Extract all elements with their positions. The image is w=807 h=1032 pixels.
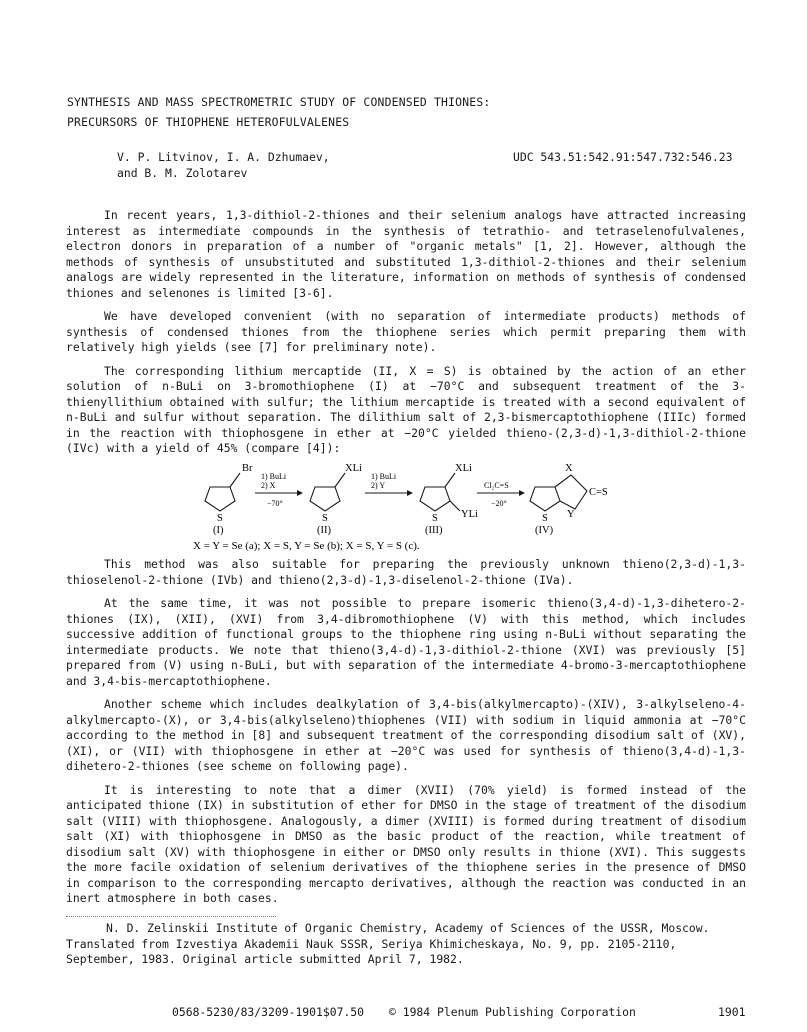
authors-line-2: and B. M. Zolotarev (117, 165, 248, 180)
title-line-1: SYNTHESIS AND MASS SPECTROMETRIC STUDY OF CONDENSED THIONES: (67, 95, 491, 109)
arrowhead-3 (519, 490, 525, 496)
arrowhead-1 (297, 490, 303, 496)
label-yli: YLi (461, 509, 478, 520)
scheme-caption: X = Y = Se (a); X = S, Y = Se (b); X = S, Y = S (c). (193, 540, 420, 552)
body-section-1 (66, 208, 746, 465)
label-s-1: S (217, 513, 223, 524)
label-s-4: S (542, 513, 548, 524)
label-s-3: S (432, 513, 438, 524)
article-title (67, 95, 767, 135)
condition-1t: −70° (267, 499, 283, 508)
label-xli-2: XLi (455, 463, 472, 474)
dithiole-ring (555, 475, 587, 509)
thiophene-ring-1 (205, 487, 235, 511)
condition-3-reagent: Cl₂C=S (484, 481, 509, 490)
thiophene-ring-3 (420, 487, 450, 511)
label-s-2: S (322, 513, 328, 524)
bond-yli (450, 501, 460, 511)
compound-label-4: (IV) (535, 525, 554, 536)
label-xli-1: XLi (345, 463, 362, 474)
thiophene-ring-4 (530, 487, 560, 511)
body-section-2 (66, 557, 746, 915)
compound-label-2: (II) (317, 525, 331, 536)
footnote-line-1: N. D. Zelinskii Institute of Organic Chemistry, Academy of Sciences of the USSR, Moscow. (106, 921, 710, 935)
udc-code: UDC 543.51:542.91:547.732:546.23 (513, 150, 733, 164)
paragraph-7: It is interesting to note that a dimer (XVII) (70% yield) is formed instead of the anticipated thione (IX) in substitution of ether for DMSO in the stage of treatment of the disodium salt (VIII) with thiophosgene. Analogously, a dimer (XVIII) is formed during treatment of disodium salt (XI) with thiophosgene in DMSO as the basic product of the reaction, while treatment of disodium salt (XV) with thiophosgene in either or DMSO only results in thione (XVI). This suggests the more facile oxidation of selenium derivatives of the thiophene series in the presence of DMSO in comparison to the corresponding mercapto derivatives, although the reaction was conducted in an inert atmosphere in both cases. (66, 782, 746, 905)
condition-1a: 1) BuLi (261, 472, 287, 481)
arrowhead-2 (407, 490, 413, 496)
label-y: Y (567, 509, 575, 520)
condition-2b: 2) Y (371, 481, 386, 490)
footnote-divider (66, 916, 276, 917)
compound-label-3: (III) (425, 525, 443, 536)
label-x: X (565, 463, 573, 474)
footnote-line-3: September, 1983. Original article submitted April 7, 1982. (66, 952, 464, 966)
bond-br (230, 473, 240, 487)
label-br: Br (242, 463, 253, 474)
compound-label-1: (I) (213, 525, 224, 536)
author-list (117, 150, 330, 181)
paragraph-2: We have developed convenient (with no separation of intermediate products) methods of synthesis of condensed thiones from the thiophene series which permit preparing them with relatively high yields (see [7] for preliminary note). (66, 309, 746, 354)
authors-line-1: V. P. Litvinov, I. A. Dzhumaev, (117, 150, 330, 164)
page-number: 1901 (718, 1005, 746, 1019)
label-cs: C=S (589, 487, 608, 498)
bond-xli-2 (335, 473, 345, 487)
footnote-line-2: Translated from Izvestiya Akademii Nauk SSSR, Seriya Khimicheskaya, No. 9, pp. 2105-2110, (66, 936, 677, 951)
paragraph-4: This method was also suitable for preparing the previously unknown thieno(2,3-d)-1,3-thioselenol-2-thione (IVb) and thieno(2,3-d)-1,3-diselenol-2-thione (IVa). (66, 557, 746, 587)
bond-xli-3 (445, 473, 455, 487)
paragraph-5: At the same time, it was not possible to prepare isomeric thieno(3,4-d)-1,3-dihetero-2-thiones (IX), (XII), (XVI) from 3,4-dibromothiophene (V) with this method, which includes successive addition of functional groups to the thiophene ring using n-BuLi without separating the intermediate products. We note that thieno(3,4-d)-1,3-dithiol-2-thione (XVI) was previously [5] prepared from (V) using n-BuLi, but with separation of the intermediate 4-bromo-3-mercaptothiophene and 3,4-bis-mercaptothiophene. (66, 596, 746, 688)
condition-1b: 2) X (261, 481, 276, 490)
paragraph-1: In recent years, 1,3-dithiol-2-thiones and their selenium analogs have attracted increasing interest as intermediate compounds in the synthesis of tetrathio- and tetraselenofulvalenes, electron donors in preparation of a number of "organic metals" [1, 2]. However, although the methods of synthesis of unsubstituted and substituted 1,3-dithiol-2-thiones and their selenium analogs are widely represented in the literature, information on methods of synthesis of condensed thiones and selenones is limited [3-6]. (66, 208, 746, 300)
paragraph-6: Another scheme which includes dealkylation of 3,4-bis(alkylmercapto)-(XIV), 3-alkylseleno-4-alkylmercapto-(X), or 3,4-bis(alkylseleno)thiophenes (VII) with sodium in liquid ammonia at −70°C according to the method in [8] and subsequent treatment of the corresponding disodium salt of (XV), (XI), or (VII) with thiophosgene in ether at −20°C was used for synthesis of thieno(3,4-d)-1,3-dihetero-2-thiones (see scheme on following page). (66, 697, 746, 773)
footnote (66, 921, 766, 968)
paragraph-3: The corresponding lithium mercaptide (II, X = S) is obtained by the action of an ether solution of n-BuLi on 3-bromothiophene (I) at −70°C and subsequent treatment of the 3-thienyllithium obtained with sulfur; the lithium mercaptide is treated with a second equivalent of n-BuLi and sulfur without separation. The dilithium salt of 2,3-bismercaptothiophene (IIIc) formed in the reaction with thiophosgene in ether at −20°C yielded thieno-(2,3-d)-1,3-dithiol-2-thione (IVc) with a yield of 45% (compare [4]): (66, 363, 746, 455)
title-line-2: PRECURSORS OF THIOPHENE HETEROFULVALENES (67, 115, 350, 129)
footer-code: 0568-5230/83/3209-1901$07.50 (172, 1005, 365, 1019)
footer-copyright: © 1984 Plenum Publishing Corporation (389, 1005, 636, 1019)
thiophene-ring-2 (310, 487, 340, 511)
condition-2a: 1) BuLi (371, 472, 397, 481)
condition-3t: −20° (491, 499, 507, 508)
